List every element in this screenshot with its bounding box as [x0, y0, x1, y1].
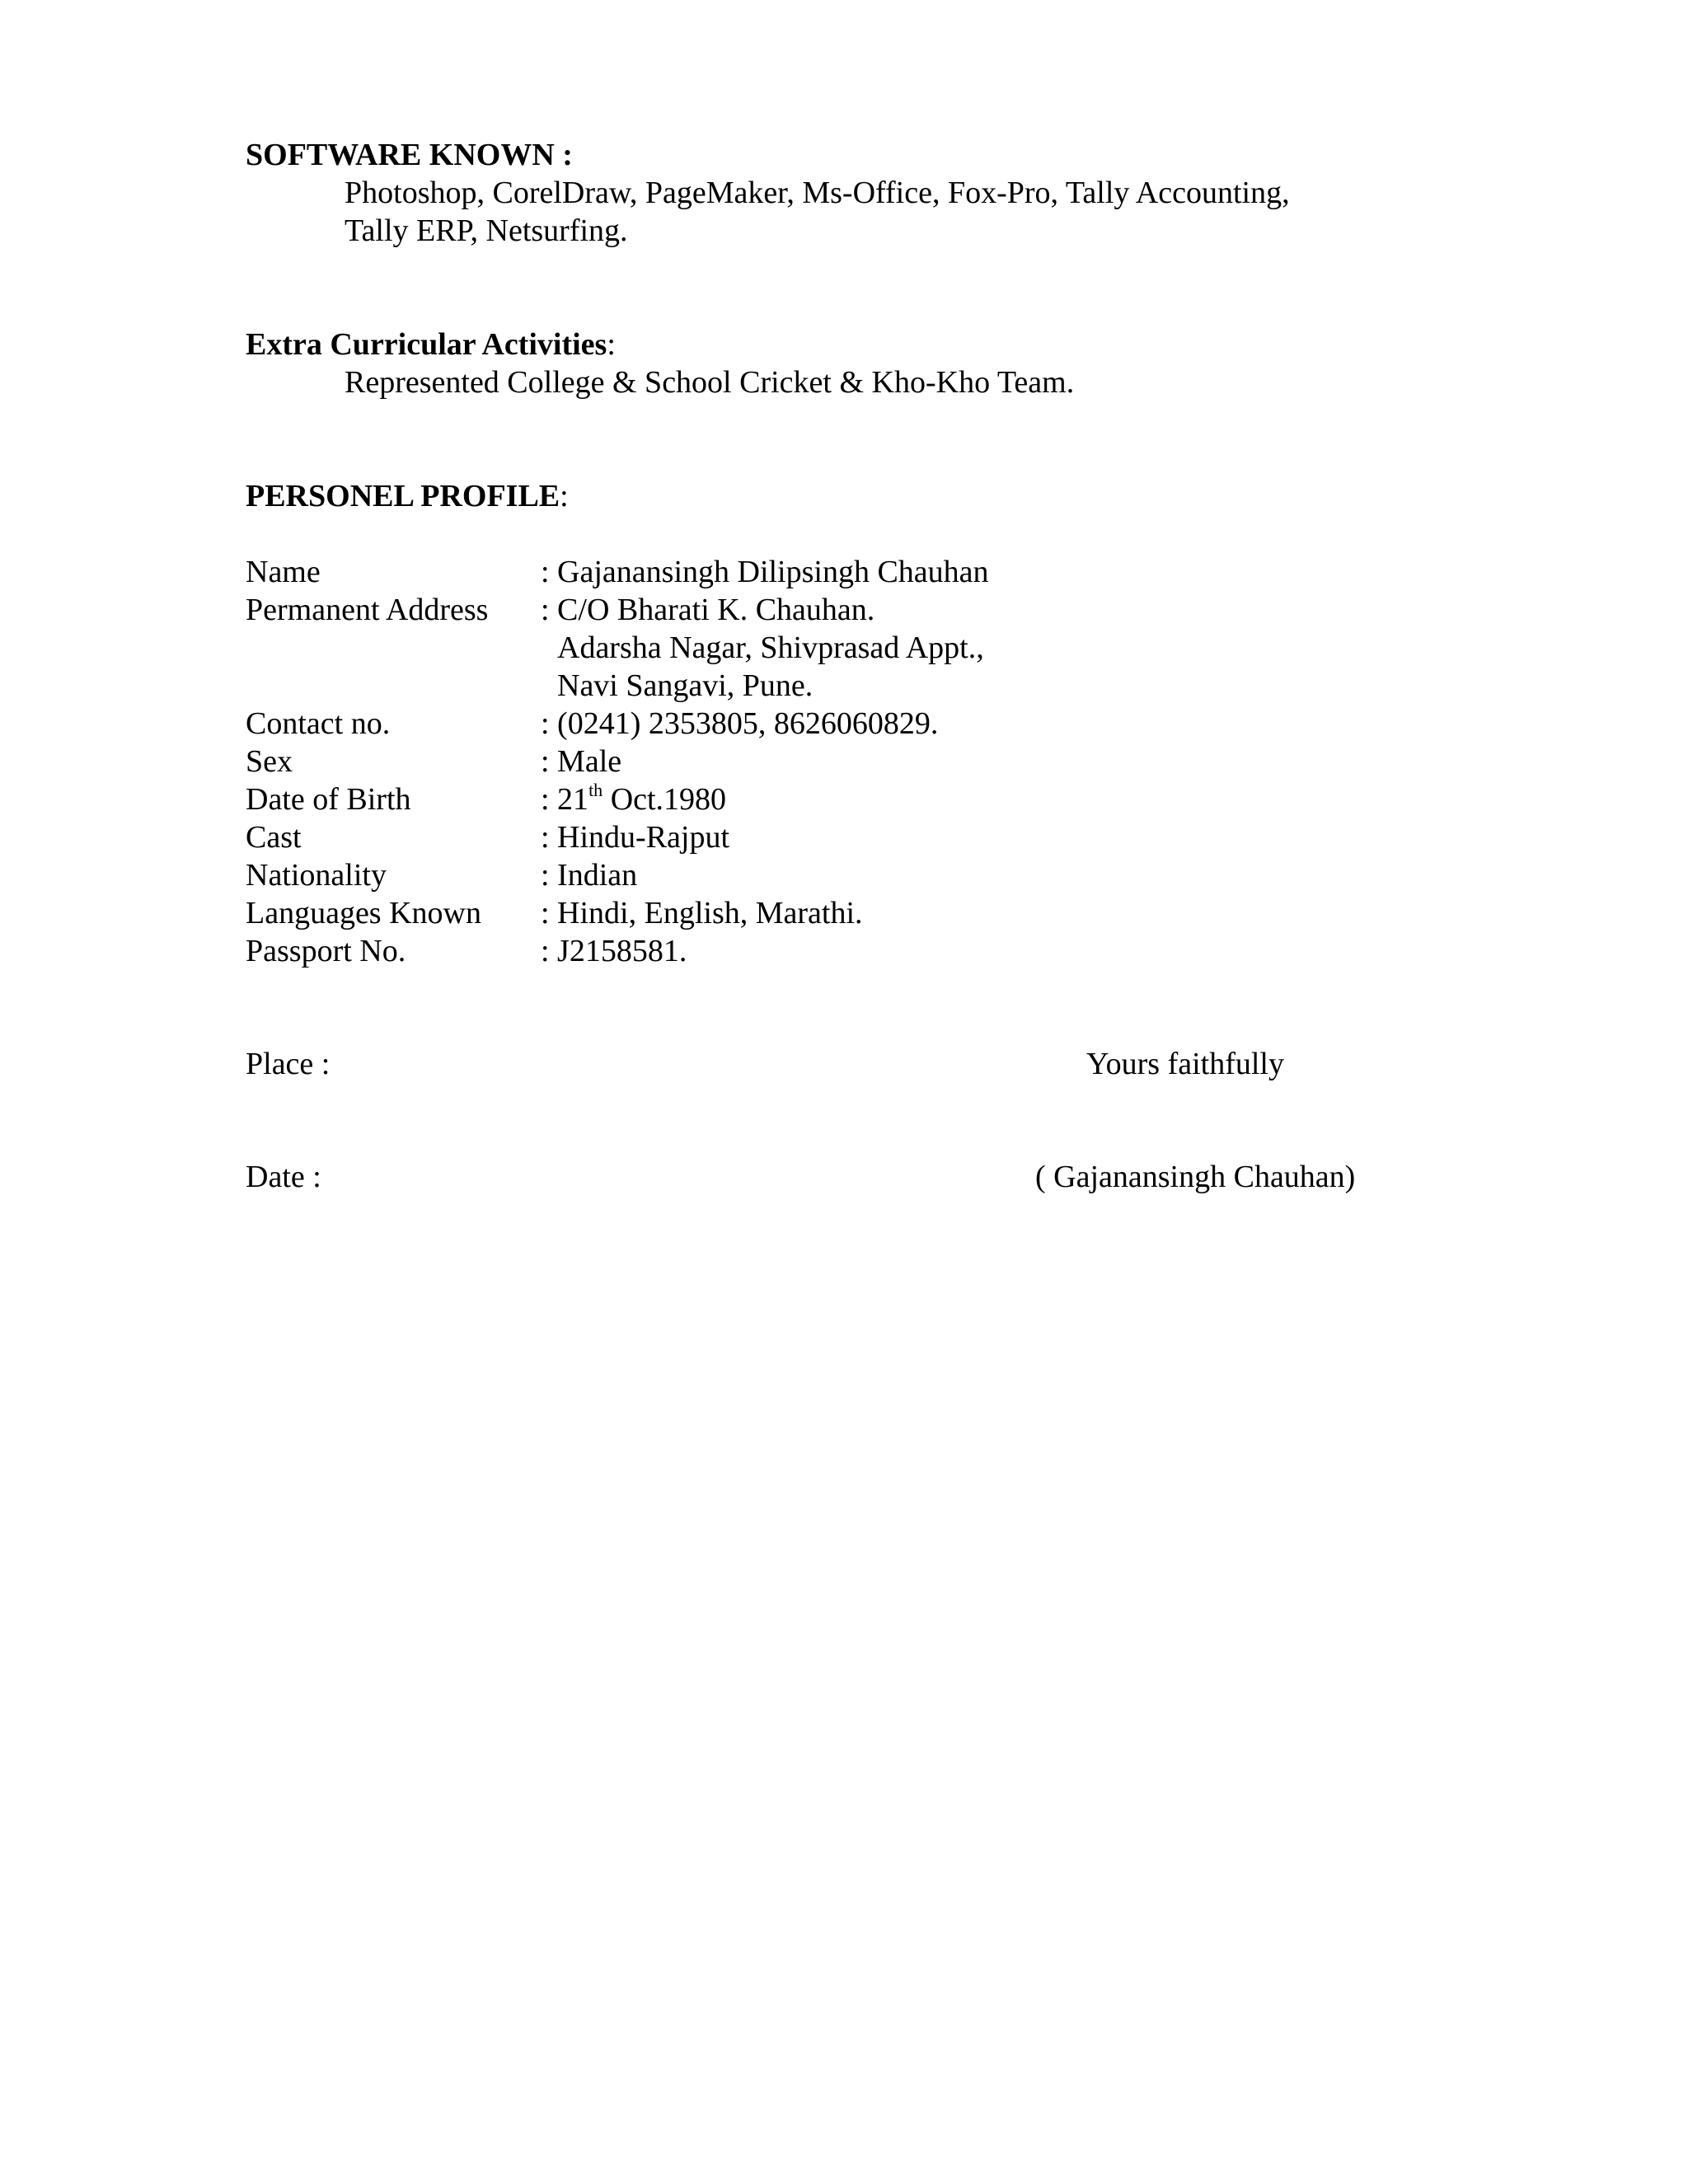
profile-row-cast [246, 818, 1400, 856]
address-line-3: Navi Sangavi, Pune. [557, 668, 814, 703]
extra-curricular-heading-text: Extra Curricular Activities [246, 327, 607, 362]
signature-name: ( Gajanansingh Chauhan) [1035, 1160, 1356, 1194]
profile-label: Sex [246, 744, 293, 779]
extra-curricular-heading-colon: : [607, 327, 616, 362]
dob-month-year: Oct.1980 [603, 782, 727, 817]
profile-label: Permanent Address [246, 593, 489, 627]
profile-value: : J2158581. [541, 934, 687, 968]
profile-row-sex [246, 743, 1400, 780]
profile-label: Date of Birth [246, 782, 411, 817]
profile-row-date-of-birth [246, 780, 1400, 818]
address-line-2: Adarsha Nagar, Shivprasad Appt., [557, 630, 984, 665]
profile-value: : C/O Bharati K. Chauhan. [541, 593, 875, 627]
dob-ordinal-suffix: th [588, 780, 603, 800]
profile-label: Cast [246, 820, 302, 855]
personel-profile-heading-colon: : [560, 479, 569, 513]
profile-label: Contact no. [246, 706, 391, 741]
closing-yours-faithfully: Yours faithfully [1086, 1047, 1284, 1081]
software-list-line-2: Tally ERP, Netsurfing. [345, 213, 628, 248]
profile-label: Name [246, 555, 321, 589]
place-label: Place : [246, 1047, 331, 1081]
profile-value: : Indian [541, 858, 638, 893]
software-known-heading [246, 136, 573, 174]
profile-row-nationality [246, 856, 1400, 894]
profile-row-passport [246, 932, 1400, 970]
extra-curricular-heading [246, 326, 616, 363]
profile-row-languages [246, 894, 1400, 932]
software-list-line-1: Photoshop, CorelDraw, PageMaker, Ms-Office, Fox-Pro, Tally Accounting, [345, 176, 1290, 210]
profile-value: : Gajanansingh Dilipsingh Chauhan [541, 555, 989, 589]
profile-value: : Hindi, English, Marathi. [541, 896, 863, 930]
profile-value [541, 780, 726, 818]
profile-value: : Hindu-Rajput [541, 820, 730, 855]
profile-row-name [246, 553, 1400, 591]
profile-value: : (0241) 2353805, 8626060829. [541, 706, 939, 741]
profile-row-permanent-address [246, 591, 1400, 629]
profile-row-contact [246, 705, 1400, 743]
profile-value: : Male [541, 744, 622, 779]
extra-curricular-text: Represented College & School Cricket & Kho-Kho Team. [345, 365, 1075, 400]
profile-label: Passport No. [246, 934, 406, 968]
date-label: Date : [246, 1160, 321, 1194]
personel-profile-heading [246, 477, 569, 515]
profile-label: Languages Known [246, 896, 481, 930]
dob-day: : 21 [541, 782, 589, 817]
software-known-heading-text: SOFTWARE KNOWN : [246, 138, 573, 172]
profile-label: Nationality [246, 858, 387, 893]
personel-profile-heading-text: PERSONEL PROFILE [246, 479, 560, 513]
